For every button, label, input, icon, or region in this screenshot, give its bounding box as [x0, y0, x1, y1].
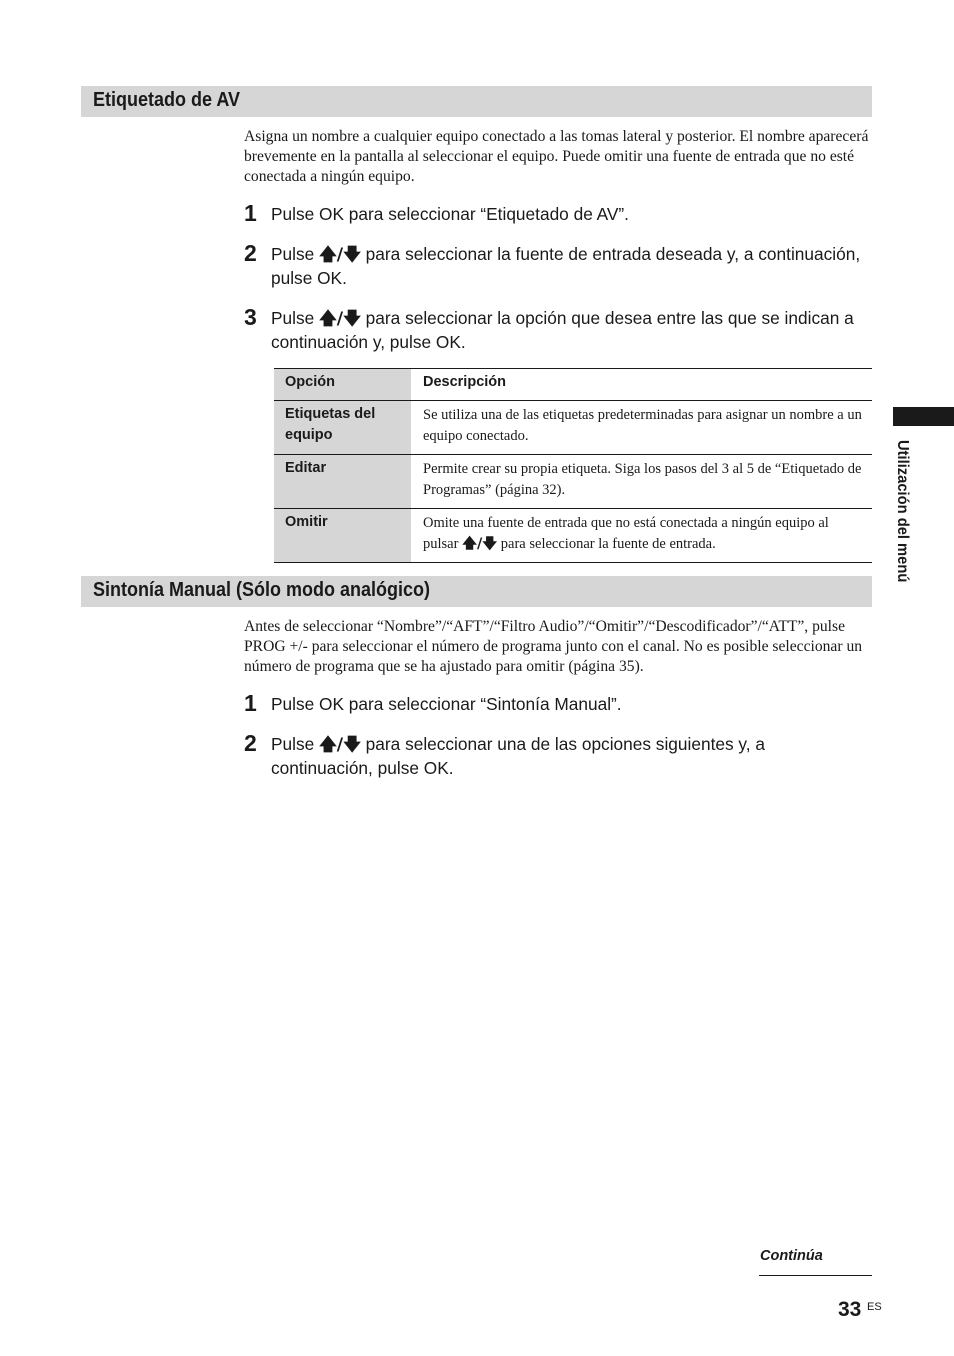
option-description: Permite crear su propia etiqueta. Siga los pasos del 3 al 5 de “Etiquetado de Programas” (página 32).: [411, 455, 872, 509]
up-down-arrow-icon: 🡅/🡇: [319, 309, 361, 329]
table-header-row: [274, 369, 872, 401]
page-number: 33: [838, 1298, 862, 1321]
option-description: Se utiliza una de las etiquetas predeterminadas para asignar un nombre a un equipo conectado.: [411, 401, 872, 455]
step-number: 1: [244, 200, 257, 226]
step-number: 1: [244, 690, 257, 716]
chapter-side-label: Utilización del menú: [894, 440, 911, 583]
table-row: [274, 455, 872, 509]
continued-label: Continúa: [760, 1248, 823, 1264]
up-down-arrow-icon: 🡅/🡇: [319, 735, 361, 755]
step-text: Pulse 🡅/🡇 para seleccionar la fuente de entrada deseada y, a continuación, pulse OK.: [271, 244, 861, 288]
section-title-sintonia: Sintonía Manual (Sólo modo analógico): [93, 579, 431, 601]
up-down-arrow-icon: 🡅/🡇: [462, 536, 498, 552]
table-row: [274, 509, 872, 563]
step-text: Pulse 🡅/🡇 para seleccionar una de las opciones siguientes y, a continuación, pulse OK.: [271, 734, 765, 778]
step-number: 2: [244, 730, 257, 756]
step-number: 3: [244, 304, 257, 330]
option-name: Editar: [274, 455, 411, 509]
option-name: Etiquetas del equipo: [274, 401, 411, 455]
section-title-etiquetado: Etiquetado de AV: [93, 89, 241, 111]
section-intro-etiquetado: Asigna un nombre a cualquier equipo conectado a las tomas lateral y posterior. El nombre aparecerá brevemente en la pantalla al seleccionar el equipo. Puede omitir una fuente de entrada que no esté conectada a ningún equipo.: [244, 128, 869, 185]
up-down-arrow-icon: 🡅/🡇: [319, 245, 361, 265]
step-text: Pulse 🡅/🡇 para seleccionar la opción que desea entre las que se indican a continuación y, pulse OK.: [271, 308, 854, 352]
option-name: Omitir: [274, 509, 411, 563]
table-header-description: Descripción: [411, 369, 872, 401]
continued-divider: [759, 1275, 872, 1276]
step-text: Pulse OK para seleccionar “Etiquetado de AV”.: [271, 204, 629, 224]
table-row: [274, 401, 872, 455]
step-text: Pulse OK para seleccionar “Sintonía Manual”.: [271, 694, 622, 714]
page-language-code: ES: [867, 1301, 882, 1313]
section-intro-sintonia: Antes de seleccionar “Nombre”/“AFT”/“Filtro Audio”/“Omitir”/“Descodificador”/“ATT”, pulse PROG +/- para seleccionar el número de programa junto con el canal. No es posible seleccionar un número de programa que se ha ajustado para omitir (página 35).: [244, 618, 863, 675]
options-table: [274, 368, 872, 563]
table-header-option: Opción: [274, 369, 411, 401]
step-number: 2: [244, 240, 257, 266]
option-description: Omite una fuente de entrada que no está conectada a ningún equipo al pulsar 🡅/🡇 para seleccionar la fuente de entrada.: [411, 509, 872, 563]
chapter-tab-marker: [893, 407, 954, 426]
